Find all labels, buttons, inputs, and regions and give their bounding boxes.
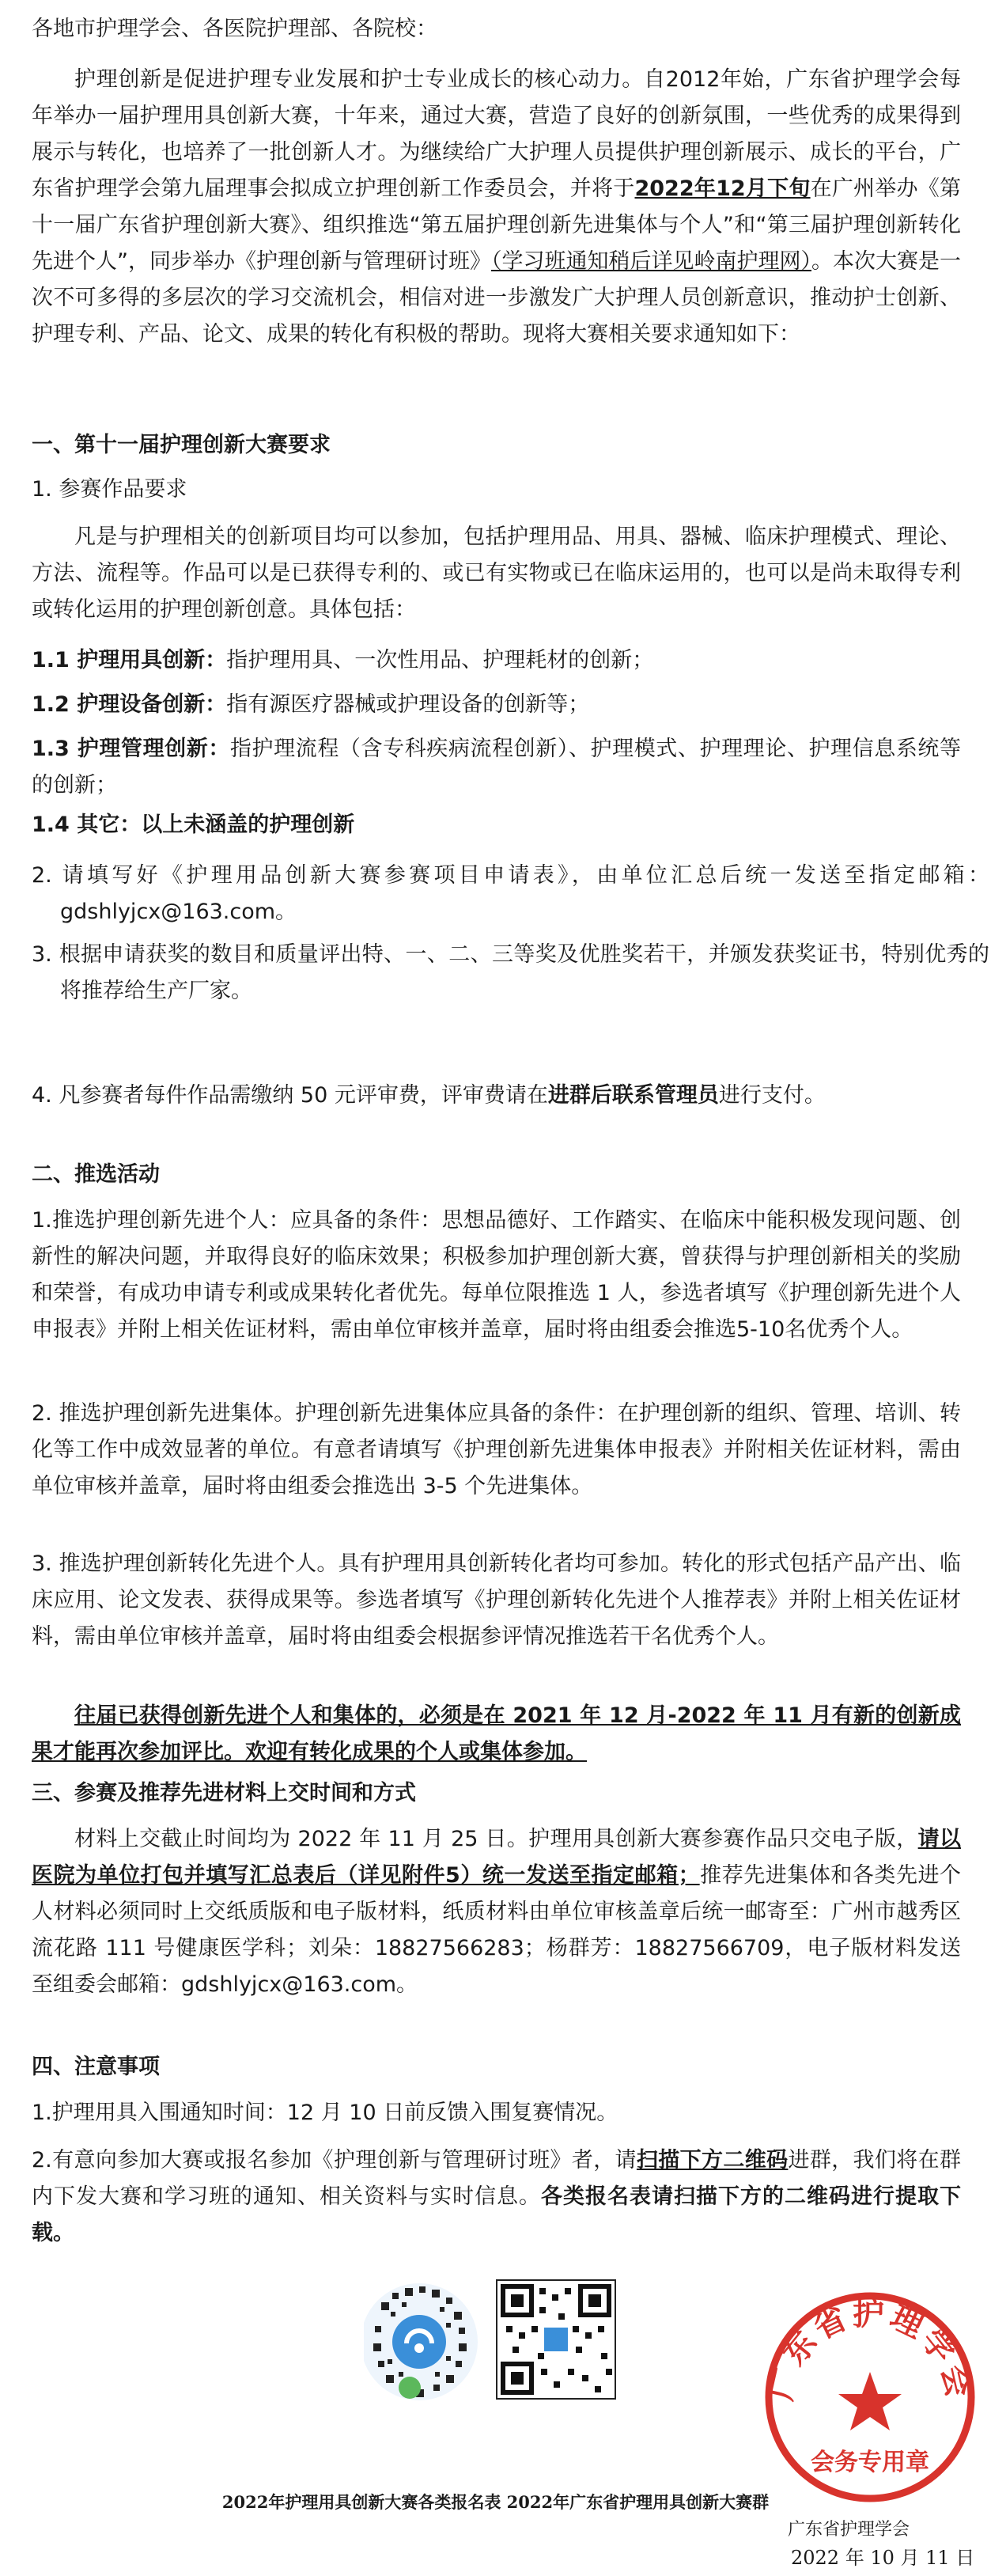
qr-graphic	[364, 2271, 617, 2460]
sec1-item-2: 2. 请填写好《护理用品创新大赛参赛项目申请表》，由单位汇总后统一发送至指定邮箱：gdshlyjcx@163.com。	[32, 863, 989, 924]
item-1-3-label: 1.3 护理管理创新：	[32, 737, 230, 761]
sec1-item-1-3	[32, 731, 961, 804]
item-1-1-text: 指护理用具、一次性用品、护理耗材的创新；	[226, 648, 654, 672]
sec1-item-3: 3. 根据申请获奖的数目和质量评出特、一、二、三等奖及优胜奖若干，并颁发获奖证书，特别优秀的将推荐给生产厂家。	[32, 942, 989, 1003]
sec2-item-3: 3. 推选护理创新转化先进个人。具有护理用具创新转化者均可参加。转化的形式包括产品产出、临床应用、论文发表、获得成果等。参选者填写《护理创新转化先进个人推荐表》并附上相关佐证材料，需由单位审核并盖章，届时将由组委会根据参评情况推选若干名优秀个人。	[32, 1551, 961, 1649]
sec1-item-1-1	[32, 642, 961, 679]
sec3-text-c: 推荐先进集体和各类先进个人材料必须同时上交纸质版和电子版材料，纸质材料由单位审核盖章后统一邮寄至：广州市越秀区流花路 111 号健康医学科；刘朵：18827566283；杨群芳：18827566709，电子版材料发送至组委会邮箱：gdshlyjcx@163.com。	[32, 1863, 961, 1997]
sec2-note: 往届已获得创新先进个人和集体的，必须是在 2021 年 12 月-2022 年 11 月有新的创新成果才能再次参加评比。欢迎有转化成果的个人或集体参加。	[32, 1703, 961, 1764]
section-3-title: 三、参赛及推荐先进材料上交时间和方式	[32, 1781, 416, 1805]
section-1-title: 一、第十一届护理创新大赛要求	[32, 433, 331, 457]
section-2-title: 二、推选活动	[32, 1162, 160, 1187]
intro-paragraph	[32, 62, 961, 353]
item-1-1-label: 1.1 护理用具创新：	[32, 648, 227, 672]
sec4-text-a: 2.有意向参加大赛或报名参加《护理创新与管理研讨班》者，请	[32, 2148, 637, 2173]
item-4-text-c: 进行支付。	[718, 1083, 826, 1108]
item-1-3-text: 指护理流程（含专科疾病流程创新）、护理模式、护理理论、护理信息系统等的创新；	[32, 737, 961, 797]
sec2-item-1: 1.推选护理创新先进个人：应具备的条件：思想品德好、工作踏实、在临床中能积极发现问题、创新性的解决问题，并取得良好的临床效果；积极参加护理创新大赛，曾获得与护理创新相关的奖励和荣誉，有成功申请专利或成果转化者优先。每单位限推选 1 人，参选者填写《护理创新先进个人申报表》并附上相关佐证材料，需由单位审核并盖章，届时将由组委会推选5-10名优秀个人。	[32, 1208, 961, 1342]
item-1-2-label: 1.2 护理设备创新：	[32, 692, 227, 717]
sec4-text-c: 进群，我们将在群内下发大赛和学习班的通知、相关资料与实时信息。	[32, 2148, 962, 2209]
sec3-paragraph	[32, 1821, 961, 2003]
sec4-item-2	[32, 2142, 961, 2252]
sec1-item-1-2	[32, 687, 961, 723]
seal-star-icon	[838, 2372, 902, 2430]
official-seal	[759, 2279, 981, 2508]
intro-date-highlight: 2022年12月下旬	[634, 176, 811, 201]
item-4-highlight: 进群后联系管理员	[547, 1083, 719, 1108]
intro-text-2: 在广州举办《第十一届广东省护理创新大赛》、组织推选“第五届护理创新先进集体与个人”和“第三届护理创新转化先进个人”，同步举办《护理创新与管理研讨班》	[32, 176, 961, 274]
qr-caption: 2022年护理用具创新大赛各类报名表 2022年广东省护理用具创新大赛群	[221, 2492, 770, 2512]
sec4-text-d: 各类报名表请扫描下方的二维码进行提取下载。	[32, 2184, 961, 2245]
sec1-item-4	[32, 1078, 989, 1114]
section-4-title: 四、注意事项	[32, 2055, 160, 2079]
sec4-highlight: 扫描下方二维码	[636, 2148, 789, 2173]
intro-text-1: 护理创新是促进护理专业发展和护士专业成长的核心动力。自2012年始，广东省护理学会每年举办一届护理用具创新大赛，十年来，通过大赛，营造了良好的创新氛围，一些优秀的成果得到展示与转化，也培养了一批创新人才。为继续给广大护理人员提供护理创新展示、成长的平台，广东省护理学会第九届理事会拟成立护理创新工作委员会，并将于	[32, 67, 961, 201]
sec3-text-a: 材料上交截止时间均为 2022 年 11 月 25 日。护理用具创新大赛参赛作品只交电子版，	[74, 1827, 918, 1851]
sec1-item-1-4: 1.4 其它：以上未涵盖的护理创新	[32, 813, 355, 837]
download-qr-icon[interactable]	[364, 2283, 478, 2400]
sec1-sub-title: 1. 参赛作品要求	[32, 477, 187, 502]
seal-text: 广东省护理学会	[762, 2295, 978, 2404]
intro-note-highlight: （学习班通知稍后详见岭南护理网）	[491, 249, 811, 274]
greeting: 各地市护理学会、各医院护理部、各院校：	[32, 17, 437, 41]
sec4-item-1: 1.护理用具入围通知时间：12 月 10 日前反馈入围复赛情况。	[32, 2101, 618, 2125]
intro-text-3: 。本次大赛是一次不可多得的多层次的学习交流机会，相信对进一步激发广大护理人员创新意识，推动护士创新、护理专利、产品、论文、成果的转化有积极的帮助。现将大赛相关要求通知如下：	[32, 249, 961, 347]
item-1-2-text: 指有源医疗器械或护理设备的创新等；	[226, 692, 590, 717]
sec2-item-2: 2. 推选护理创新先进集体。护理创新先进集体应具备的条件：在护理创新的组织、管理、培训、转化等工作中成效显著的单位。有意者请填写《护理创新先进集体申报表》并附相关佐证材料，需由单位审核并盖章，届时将由组委会推选出 3-5 个先进集体。	[32, 1401, 961, 1498]
sec3-highlight: 请以医院为单位打包并填写汇总表后（详见附件5）统一发送至指定邮箱；	[32, 1827, 962, 1888]
organization-signature: 广东省护理学会	[788, 2520, 910, 2540]
document-date: 2022 年 10 月 11 日	[791, 2547, 975, 2569]
seal-subtext: 会务专用章	[811, 2449, 929, 2476]
qr-codes	[364, 2271, 617, 2460]
group-qr-icon[interactable]	[497, 2280, 615, 2399]
sec1-requirements: 凡是与护理相关的创新项目均可以参加，包括护理用品、用具、器械、临床护理模式、理论、方法、流程等。作品可以是已获得专利的、或已有实物或已在临床运用的，也可以是尚未取得专利或转化运用的护理创新创意。具体包括：	[32, 525, 961, 622]
item-4-text-a: 4. 凡参赛者每件作品需缴纳 50 元评审费，评审费请在	[32, 1083, 548, 1108]
